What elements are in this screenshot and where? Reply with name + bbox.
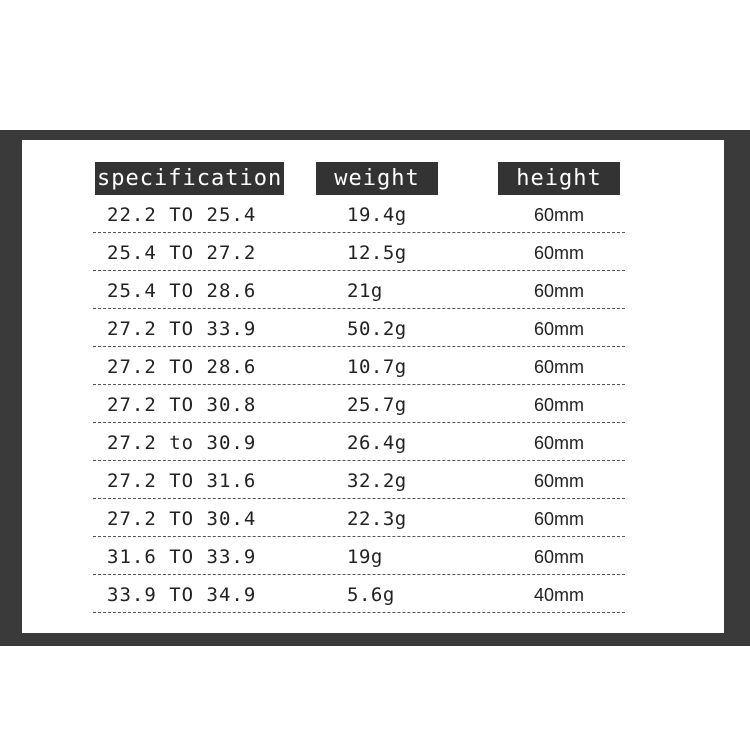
- cell-specification: 33.9 TO 34.9: [107, 584, 257, 606]
- table-row: [93, 385, 625, 423]
- cell-weight: 19.4g: [347, 204, 407, 226]
- cell-specification: 27.2 TO 33.9: [107, 318, 257, 340]
- cell-weight: 5.6g: [347, 584, 395, 606]
- cell-weight: 32.2g: [347, 470, 407, 492]
- header-specification: specification: [95, 162, 284, 195]
- cell-height: 60mm: [534, 471, 585, 491]
- cell-weight: 22.3g: [347, 508, 407, 530]
- cell-weight: 12.5g: [347, 242, 407, 264]
- cell-specification: 25.4 TO 28.6: [107, 280, 257, 302]
- table-row: [93, 461, 625, 499]
- cell-specification: 27.2 TO 31.6: [107, 470, 257, 492]
- table-row: [93, 575, 625, 613]
- cell-height: 60mm: [534, 281, 585, 301]
- cell-height: 60mm: [534, 205, 585, 225]
- cell-height: 60mm: [534, 319, 585, 339]
- table-row: [93, 309, 625, 347]
- table-row: [93, 423, 625, 461]
- cell-height: 60mm: [534, 509, 585, 529]
- cell-specification: 27.2 TO 30.4: [107, 508, 257, 530]
- cell-specification: 25.4 TO 27.2: [107, 242, 257, 264]
- header-height: height: [498, 162, 620, 195]
- cell-weight: 50.2g: [347, 318, 407, 340]
- header-weight: weight: [316, 162, 438, 195]
- cell-specification: 27.2 TO 28.6: [107, 356, 257, 378]
- cell-weight: 10.7g: [347, 356, 407, 378]
- table-row: [93, 537, 625, 575]
- cell-specification: 27.2 to 30.9: [107, 432, 257, 454]
- table-row: [93, 195, 625, 233]
- cell-height: 40mm: [534, 585, 585, 605]
- table-row: [93, 347, 625, 385]
- cell-weight: 21g: [347, 280, 383, 302]
- cell-specification: 27.2 TO 30.8: [107, 394, 257, 416]
- cell-height: 60mm: [534, 243, 585, 263]
- cell-specification: 22.2 TO 25.4: [107, 204, 257, 226]
- cell-height: 60mm: [534, 547, 585, 567]
- spec-table-panel: [22, 140, 724, 633]
- cell-height: 60mm: [534, 395, 585, 415]
- cell-weight: 25.7g: [347, 394, 407, 416]
- table-body: [93, 195, 625, 613]
- cell-height: 60mm: [534, 433, 585, 453]
- cell-weight: 26.4g: [347, 432, 407, 454]
- table-row: [93, 499, 625, 537]
- cell-height: 60mm: [534, 357, 585, 377]
- table-row: [93, 233, 625, 271]
- cell-specification: 31.6 TO 33.9: [107, 546, 257, 568]
- dark-frame: [0, 130, 750, 646]
- cell-weight: 19g: [347, 546, 383, 568]
- table-row: [93, 271, 625, 309]
